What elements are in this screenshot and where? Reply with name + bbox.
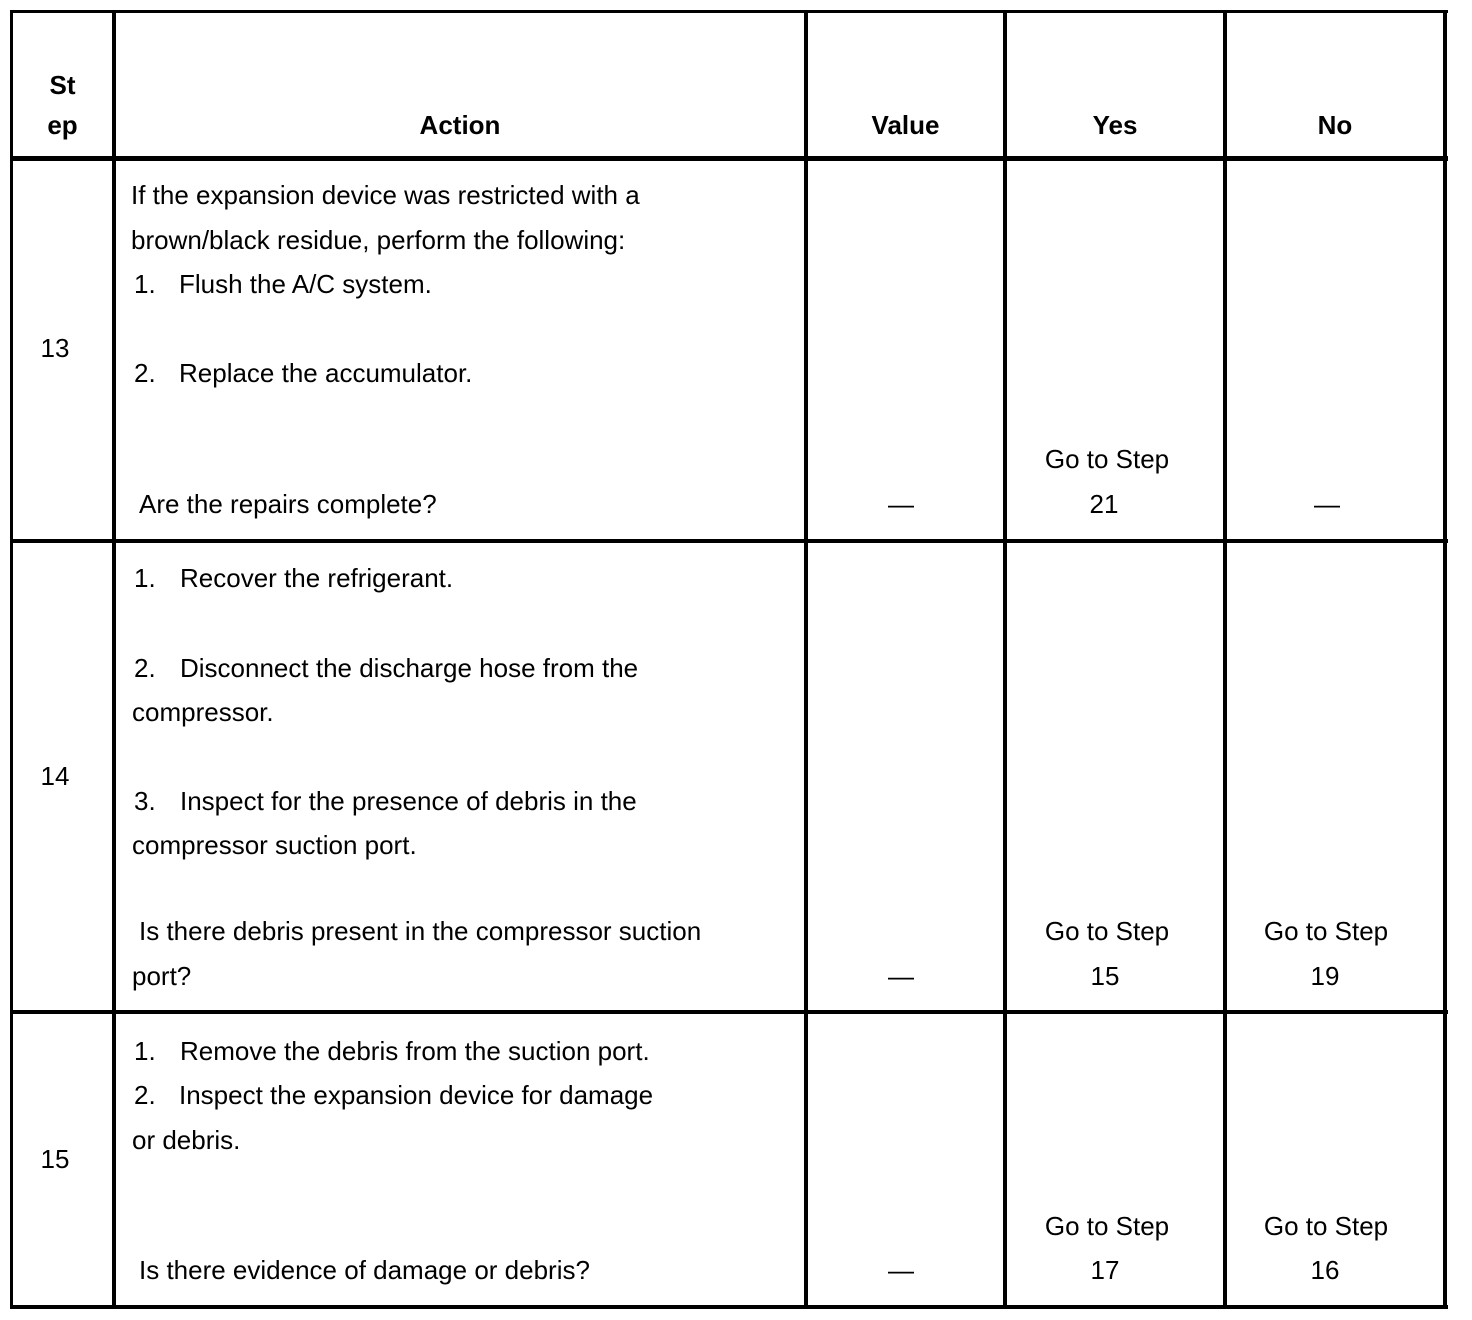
yes-cell: 17: [1090, 1255, 1120, 1285]
step-number: 14: [40, 761, 70, 791]
list-number: 3.: [134, 786, 156, 816]
list-item: Inspect for the presence of debris in the: [180, 786, 637, 816]
list-item: or debris.: [132, 1125, 241, 1155]
header-step-line2: ep: [47, 110, 78, 140]
header-divider: [10, 156, 1448, 161]
no-cell: Go to Step: [1263, 1211, 1389, 1241]
value-cell: —: [888, 489, 914, 519]
action-text: If the expansion device was restricted with a: [131, 180, 640, 210]
list-item: Flush the A/C system.: [179, 269, 432, 299]
yes-cell: 15: [1090, 961, 1120, 991]
yes-cell: Go to Step: [1044, 444, 1170, 474]
question-text: Is there evidence of damage or debris?: [139, 1255, 590, 1285]
question-text: Is there debris present in the compressor suction: [139, 916, 702, 946]
row-divider: [10, 539, 1448, 543]
value-cell: —: [888, 1255, 914, 1285]
list-item: Disconnect the discharge hose from the: [180, 653, 639, 683]
column-divider: [804, 10, 808, 1309]
no-cell: 16: [1310, 1255, 1340, 1285]
no-cell: —: [1314, 489, 1340, 519]
step-number: 15: [40, 1144, 70, 1174]
row-divider: [10, 1010, 1448, 1014]
table-border-right: [1443, 10, 1447, 1309]
question-text: port?: [132, 961, 192, 991]
step-number: 13: [40, 333, 70, 363]
column-divider: [1003, 10, 1007, 1309]
list-number: 2.: [134, 358, 156, 388]
column-divider: [112, 10, 116, 1309]
table-border-top: [10, 10, 1448, 13]
column-divider: [1223, 10, 1227, 1309]
header-step-line1: St: [49, 70, 76, 100]
list-number: 1.: [134, 269, 156, 299]
no-cell: Go to Step: [1263, 916, 1389, 946]
list-item: Inspect the expansion device for damage: [179, 1080, 654, 1110]
list-item: Recover the refrigerant.: [180, 563, 454, 593]
list-number: 2.: [134, 1080, 156, 1110]
no-cell: 19: [1310, 961, 1340, 991]
list-item: Remove the debris from the suction port.: [180, 1036, 650, 1066]
table-border-left: [10, 10, 13, 1309]
action-text: brown/black residue, perform the following:: [131, 225, 626, 255]
header-yes: Yes: [1092, 110, 1138, 140]
list-item: compressor.: [132, 697, 274, 727]
list-item: compressor suction port.: [132, 830, 417, 860]
header-value: Value: [871, 110, 940, 140]
yes-cell: Go to Step: [1044, 916, 1170, 946]
table-border-bottom: [10, 1305, 1448, 1309]
value-cell: —: [888, 961, 914, 991]
header-action: Action: [419, 110, 501, 140]
list-number: 1.: [134, 1036, 156, 1066]
question-text: Are the repairs complete?: [139, 489, 437, 519]
yes-cell: Go to Step: [1044, 1211, 1170, 1241]
list-number: 2.: [134, 653, 156, 683]
yes-cell: 21: [1089, 489, 1119, 519]
header-no: No: [1317, 110, 1353, 140]
list-item: Replace the accumulator.: [179, 358, 473, 388]
list-number: 1.: [134, 563, 156, 593]
